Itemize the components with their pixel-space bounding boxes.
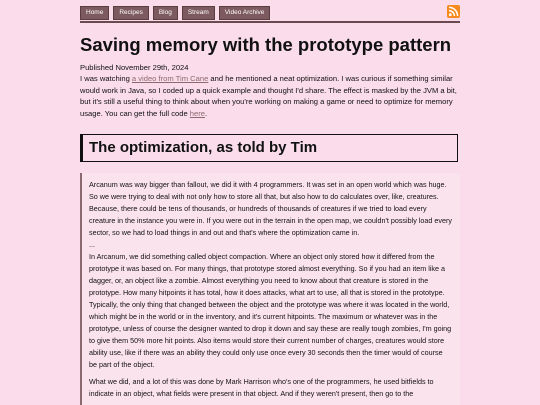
intro-text-middle: and he mentioned a neat optimization. I was curious if something similar would work in Java, so I coded up a quick example and thought I'd share. The effect is masked by the JVM a bit, but it's still a useful thing to think about when you're working on making a game or need to optimize for memory usage. You can get the full code [80,74,457,119]
nav-blog-link[interactable]: Blog [153,6,178,20]
quote-paragraph-1: Arcanum was way bigger than fallout, we did it with 4 programmers. It was set in an open world which was huge. So we were trying to deal with not only how to store all that, but also how to do calculates over, like, creatures. Because, there could be tens of thousands, or hundreds of thousands of creatures if we tried to load every creature in the instance you were in. If you were out in the terrain in the open map, we couldn't possibly load every sector, so we had to load things in and out and that's where the optimization came in. [89,180,452,237]
full-code-link[interactable]: here [189,109,205,119]
nav-video-archive-link[interactable]: Video Archive [219,6,271,20]
quote-ellipsis: ... [89,240,95,249]
section-heading-box [80,134,458,162]
section-heading: The optimization, as told by Tim [89,139,318,156]
post-title: Saving memory with the prototype pattern [80,34,452,55]
intro-text-end: . [204,109,208,119]
nav-recipes-link[interactable]: Recipes [113,6,148,20]
nav-stream-link[interactable]: Stream [182,6,215,20]
intro-text-start: I was watching [80,74,132,83]
quote-paragraph-3: What we did, and a lot of this was done by Mark Harrison who's one of the programmers, he used bitfields to indicate in an object, what fields were present in that object. And if they weren't present, then go to the [89,377,434,398]
header-divider [80,21,460,23]
quote-paragraph-2: In Arcanum, we did something called object compaction. Where an object only stored how it differed from the prototype it was based on. For many things, that prototype stored almost everything. So if you had an item like a dagger, or, an object like a zombie. Almost everything you need to know about that creature is stored in the prototype. How many hitpoints it has total, how it does attacks, what art to use, all that is stored in the prototype. Typically, the only thing that changed between the object and the prototype was where it was located in the world, which might be in the world or in the inventory, and it's current hitpoints. The maximum or whatever was in the prototype, unless of course the designer wanted to drop it down and say these are really tough zombies, I'm going to give them 50% more hit points. Also items would store their current number of charges, creatures would store ability use, like if there was an ability they could only use once every 30 seconds then the timer would of course be part of the object. [89,252,452,369]
tim-cane-video-link[interactable]: a video from Tim Cane [131,74,209,83]
top-nav [80,6,270,20]
rss-icon[interactable] [447,5,460,18]
published-date: Published November 29th, 2024 [80,63,189,72]
nav-home-link[interactable]: Home [80,6,109,20]
intro-paragraph [80,73,465,120]
blockquote [80,173,460,405]
